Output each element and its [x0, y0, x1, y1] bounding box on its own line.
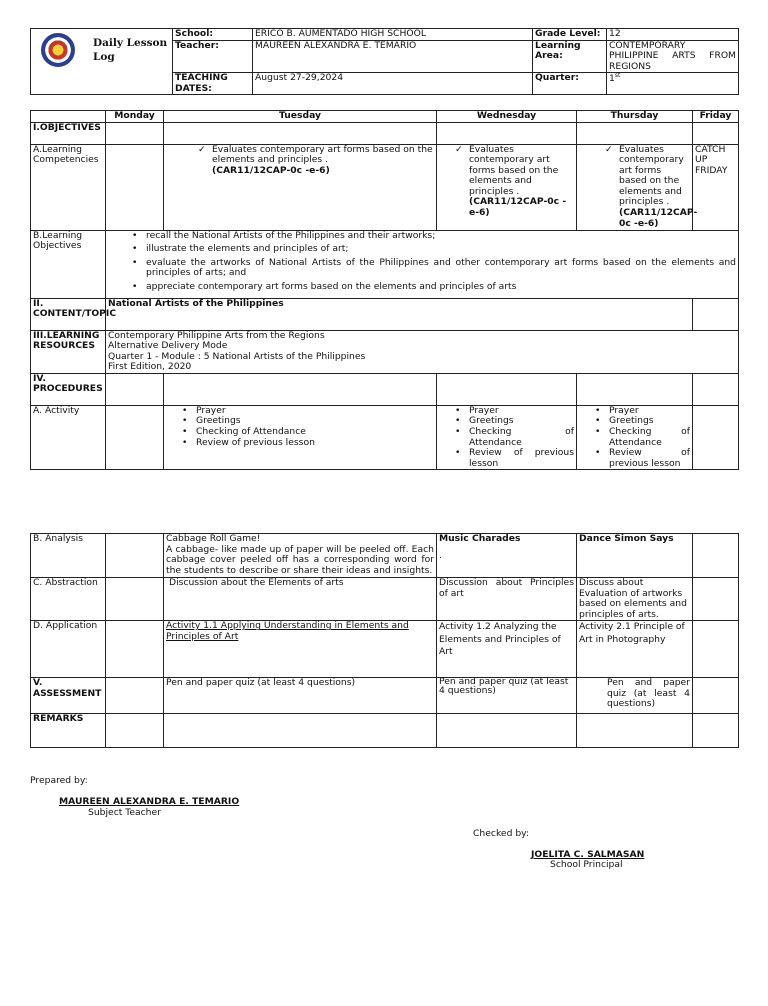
school-label: School: — [173, 29, 253, 41]
assessment-thursday: Pen and paper quiz (at least 4 questions) — [577, 678, 693, 714]
dll-title: Daily Lesson Log — [93, 37, 168, 63]
day-wednesday: Wednesday — [437, 111, 577, 123]
day-tuesday: Tuesday — [164, 111, 437, 123]
competency-wednesday: ✓ Evaluates contemporary art forms based on the elements and principles . (CAR11/12CAP-0c -e-6) — [437, 144, 577, 230]
lesson-table-page1 — [30, 110, 739, 470]
area-label: Learning Area: — [533, 40, 607, 73]
application-wednesday: Activity 1.2 Analyzing the Elements and Principles of Art — [437, 621, 577, 678]
assessment-wednesday: Pen and paper quiz (at least 4 questions) — [437, 678, 577, 714]
grade-label: Grade Level: — [533, 29, 607, 41]
content-value: National Artists of the Philippines — [106, 298, 693, 330]
day-monday: Monday — [106, 111, 164, 123]
analysis-label: B. Analysis — [31, 534, 106, 578]
objectives-b-label: B.Learning Objectives — [31, 230, 106, 298]
analysis-thursday: Dance Simon Says — [577, 534, 693, 578]
dates-value: August 27-29,2024 — [253, 73, 533, 95]
dates-label: TEACHING DATES: — [173, 73, 253, 95]
day-thursday: Thursday — [577, 111, 693, 123]
resources-label: III.LEARNING RESOURCES — [31, 330, 106, 373]
activity-label: A. Activity — [31, 405, 106, 469]
application-tuesday: Activity 1.1 Applying Understanding in Elements and Principles of Art — [164, 621, 437, 678]
application-thursday: Activity 2.1 Principle of Art in Photography — [577, 621, 693, 678]
checked-label: Checked by: — [473, 828, 530, 839]
activity-thursday: • Prayer • Greetings • Checking of Attendance • Review of previous lesson — [577, 405, 693, 469]
assessment-label: V. ASSESSMENT — [31, 678, 106, 714]
abstraction-wednesday: Discussion about Principles of art — [437, 578, 577, 621]
header-logo-cell — [31, 29, 173, 95]
day-friday: Friday — [693, 111, 739, 123]
teacher-label: Teacher: — [173, 40, 253, 73]
competency-thursday: ✓ Evaluates contemporary art forms based on the elements and principles . (CAR11/12CAP-0c -e-6) — [577, 144, 693, 230]
abstraction-label: C. Abstraction — [31, 578, 106, 621]
list-item: • recall the National Artists of the Philippines and their artworks; — [146, 231, 736, 242]
resources-value: Contemporary Philippine Arts from the Regions Alternative Delivery Mode Quarter 1 - Module : 5 National Artists of the Philippines First Edition, 2020 — [106, 330, 739, 373]
prepared-name: MAUREEN ALEXANDRA E. TEMARIO — [59, 796, 240, 807]
activity-tuesday: • Prayer • Greetings • Checking of Attendance • Review of previous lesson — [164, 405, 437, 469]
grade-value: 12 — [607, 29, 739, 41]
friday-catchup: CATCH UP FRIDAY — [693, 144, 739, 230]
area-value: CONTEMPORARY PHILIPPINE ARTS FROM REGIONS — [607, 40, 739, 73]
quarter-value: 1st — [607, 73, 739, 95]
abstraction-tuesday: Discussion about the Elements of arts — [164, 578, 437, 621]
list-item: • appreciate contemporary art forms based on the elements and principles of arts — [146, 282, 736, 293]
assessment-tuesday: Pen and paper quiz (at least 4 questions) — [164, 678, 437, 714]
analysis-tuesday: Cabbage Roll Game! A cabbage- like made up of paper will be peeled off. Each cabbage cover peeled off has a corresponding word for the students to describe or share their ideas and insights. — [164, 534, 437, 578]
competency-tuesday: ✓ Evaluates contemporary art forms based on the elements and principles . (CAR11/12CAP-0c -e-6) — [164, 144, 437, 230]
procedures-label: IV. PROCEDURES — [31, 373, 106, 405]
objectives-label: I.OBJECTIVES — [31, 122, 106, 144]
competencies-label: A.Learning Competencies — [31, 144, 106, 230]
checked-name: JOELITA C. SALMASAN — [531, 849, 645, 860]
content-label: II. CONTENT/TOPIC — [31, 298, 106, 330]
list-item: • illustrate the elements and principles of art; — [146, 244, 736, 255]
header-table — [30, 28, 739, 95]
school-value: ERICO B. AUMENTADO HIGH SCHOOL — [253, 29, 533, 41]
list-item: • evaluate the artworks of National Artists of the Philippines and other contemporary art forms based on the elements and principles of arts; and — [146, 258, 736, 279]
checked-role: School Principal — [550, 859, 623, 870]
remarks-label: REMARKS — [31, 714, 106, 748]
corner-cell — [31, 111, 106, 123]
analysis-wednesday: Music Charades . — [437, 534, 577, 578]
deped-seal-icon — [41, 33, 75, 67]
prepared-role: Subject Teacher — [88, 807, 161, 818]
learning-objectives — [106, 230, 739, 298]
lesson-table-page2 — [30, 533, 739, 748]
quarter-label: Quarter: — [533, 73, 607, 95]
prepared-label: Prepared by: — [30, 775, 88, 786]
application-label: D. Application — [31, 621, 106, 678]
activity-wednesday: • Prayer • Greetings • Checking of Attendance • Review of previous lesson — [437, 405, 577, 469]
abstraction-thursday: Discuss about Evaluation of artworks based on elements and principles of arts. — [577, 578, 693, 621]
teacher-value: MAUREEN ALEXANDRA E. TEMARIO — [253, 40, 533, 73]
